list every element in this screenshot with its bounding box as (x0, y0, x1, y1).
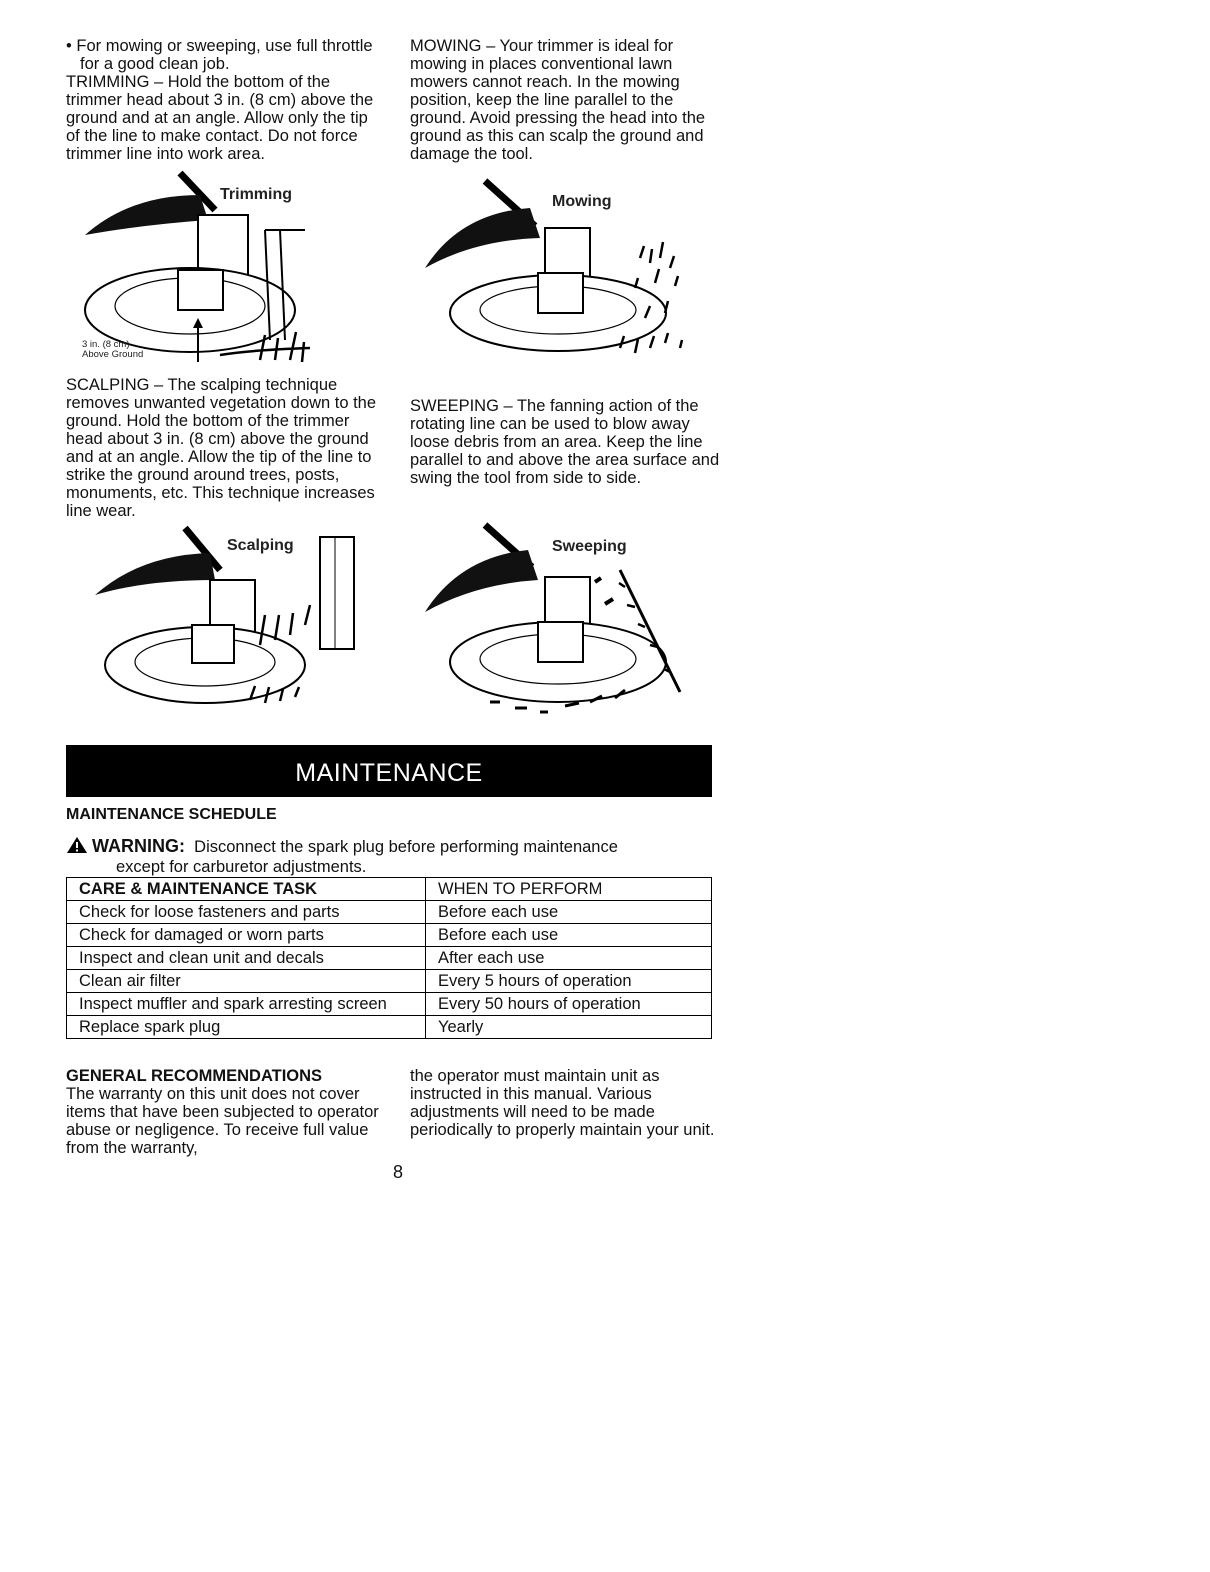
table-cell-when: Before each use (426, 924, 712, 947)
trimming-illustration (80, 170, 380, 370)
general-recommendations-text-right: the operator must maintain unit as instructed in this manual. Various adjustments will need to be made periodically to properly maintain your unit. (410, 1067, 715, 1139)
table-cell-when: Every 50 hours of operation (426, 993, 712, 1016)
trimming-label: Trimming (220, 186, 293, 203)
mowing-illustration (420, 178, 710, 373)
table-cell-task: Check for damaged or worn parts (67, 924, 426, 947)
trimming-note-line-1: 3 in. (8 cm) (82, 339, 130, 350)
trimming-paragraph: TRIMMING – Hold the bottom of the trimmer head about 3 in. (8 cm) above the ground and at an angle. Allow only the tip of the line to make contact. Do not force trimmer line into work area. (66, 73, 374, 163)
table-header-task: CARE & MAINTENANCE TASK (67, 878, 426, 901)
table-cell-when: After each use (426, 947, 712, 970)
sweeping-text-block (410, 397, 720, 487)
warning-notice (66, 836, 726, 876)
table-cell-task: Inspect and clean unit and decals (67, 947, 426, 970)
trimming-note-line-2: Above Ground (82, 349, 144, 360)
maintenance-banner: MAINTENANCE (66, 745, 712, 797)
warning-text-line-2: except for carburetor adjustments. (116, 858, 367, 876)
table-row (67, 947, 712, 970)
table-row (67, 1016, 712, 1039)
table-cell-when: Before each use (426, 901, 712, 924)
maintenance-schedule-title: MAINTENANCE SCHEDULE (66, 806, 277, 823)
throttle-bullet: • For mowing or sweeping, use full throttle for a good clean job. (66, 37, 373, 73)
maintenance-schedule-table (66, 877, 712, 1039)
table-cell-task: Clean air filter (67, 970, 426, 993)
sweeping-paragraph: SWEEPING – The fanning action of the rotating line can be used to blow away loose debris from an area. Keep the line parallel to and above the area surface and swing the tool from side to side. (410, 397, 720, 487)
scalping-text-block (66, 376, 384, 520)
mowing-label: Mowing (552, 193, 612, 210)
scalping-label: Scalping (227, 537, 294, 554)
warning-text-line-1: Disconnect the spark plug before performing maintenance (194, 838, 618, 856)
page-number: 8 (393, 1162, 404, 1182)
table-row (67, 993, 712, 1016)
table-cell-when: Yearly (426, 1016, 712, 1039)
warning-triangle-icon (66, 836, 88, 858)
table-row (67, 924, 712, 947)
warning-label: WARNING: (92, 836, 185, 856)
table-header-when: WHEN TO PERFORM (426, 878, 712, 901)
mowing-paragraph: MOWING – Your trimmer is ideal for mowing in places conventional lawn mowers cannot reach. In the mowing position, keep the line parallel to the ground. Avoid pressing the head into the ground as this can scalp the ground and damage the tool. (410, 37, 706, 163)
table-cell-task: Check for loose fasteners and parts (67, 901, 426, 924)
general-recommendations-right (410, 1067, 720, 1139)
sweeping-illustration (420, 522, 710, 722)
table-cell-when: Every 5 hours of operation (426, 970, 712, 993)
general-recommendations-left (66, 1067, 381, 1157)
scalping-paragraph: SCALPING – The scalping technique removes unwanted vegetation down to the ground. Hold the bottom of the trimmer head about 3 in. (8 cm) above the ground and at an angle. Allow the tip of the line to strike the ground around trees, posts, monuments, etc. This technique increases line wear. (66, 376, 377, 520)
table-row (67, 970, 712, 993)
table-header-row (67, 878, 712, 901)
mowing-text-block (410, 37, 715, 163)
table-cell-task: Inspect muffler and spark arresting screen (67, 993, 426, 1016)
table-cell-task: Replace spark plug (67, 1016, 426, 1039)
scalping-illustration (90, 525, 390, 715)
general-recommendations-title: GENERAL RECOMMENDATIONS (66, 1067, 323, 1085)
table-row (67, 901, 712, 924)
general-recommendations-text-left: The warranty on this unit does not cover items that have been subjected to operator abuse or negligence. To receive full value from the warranty, (66, 1085, 379, 1157)
sweeping-label: Sweeping (552, 538, 627, 555)
trimming-text-block (66, 37, 384, 163)
